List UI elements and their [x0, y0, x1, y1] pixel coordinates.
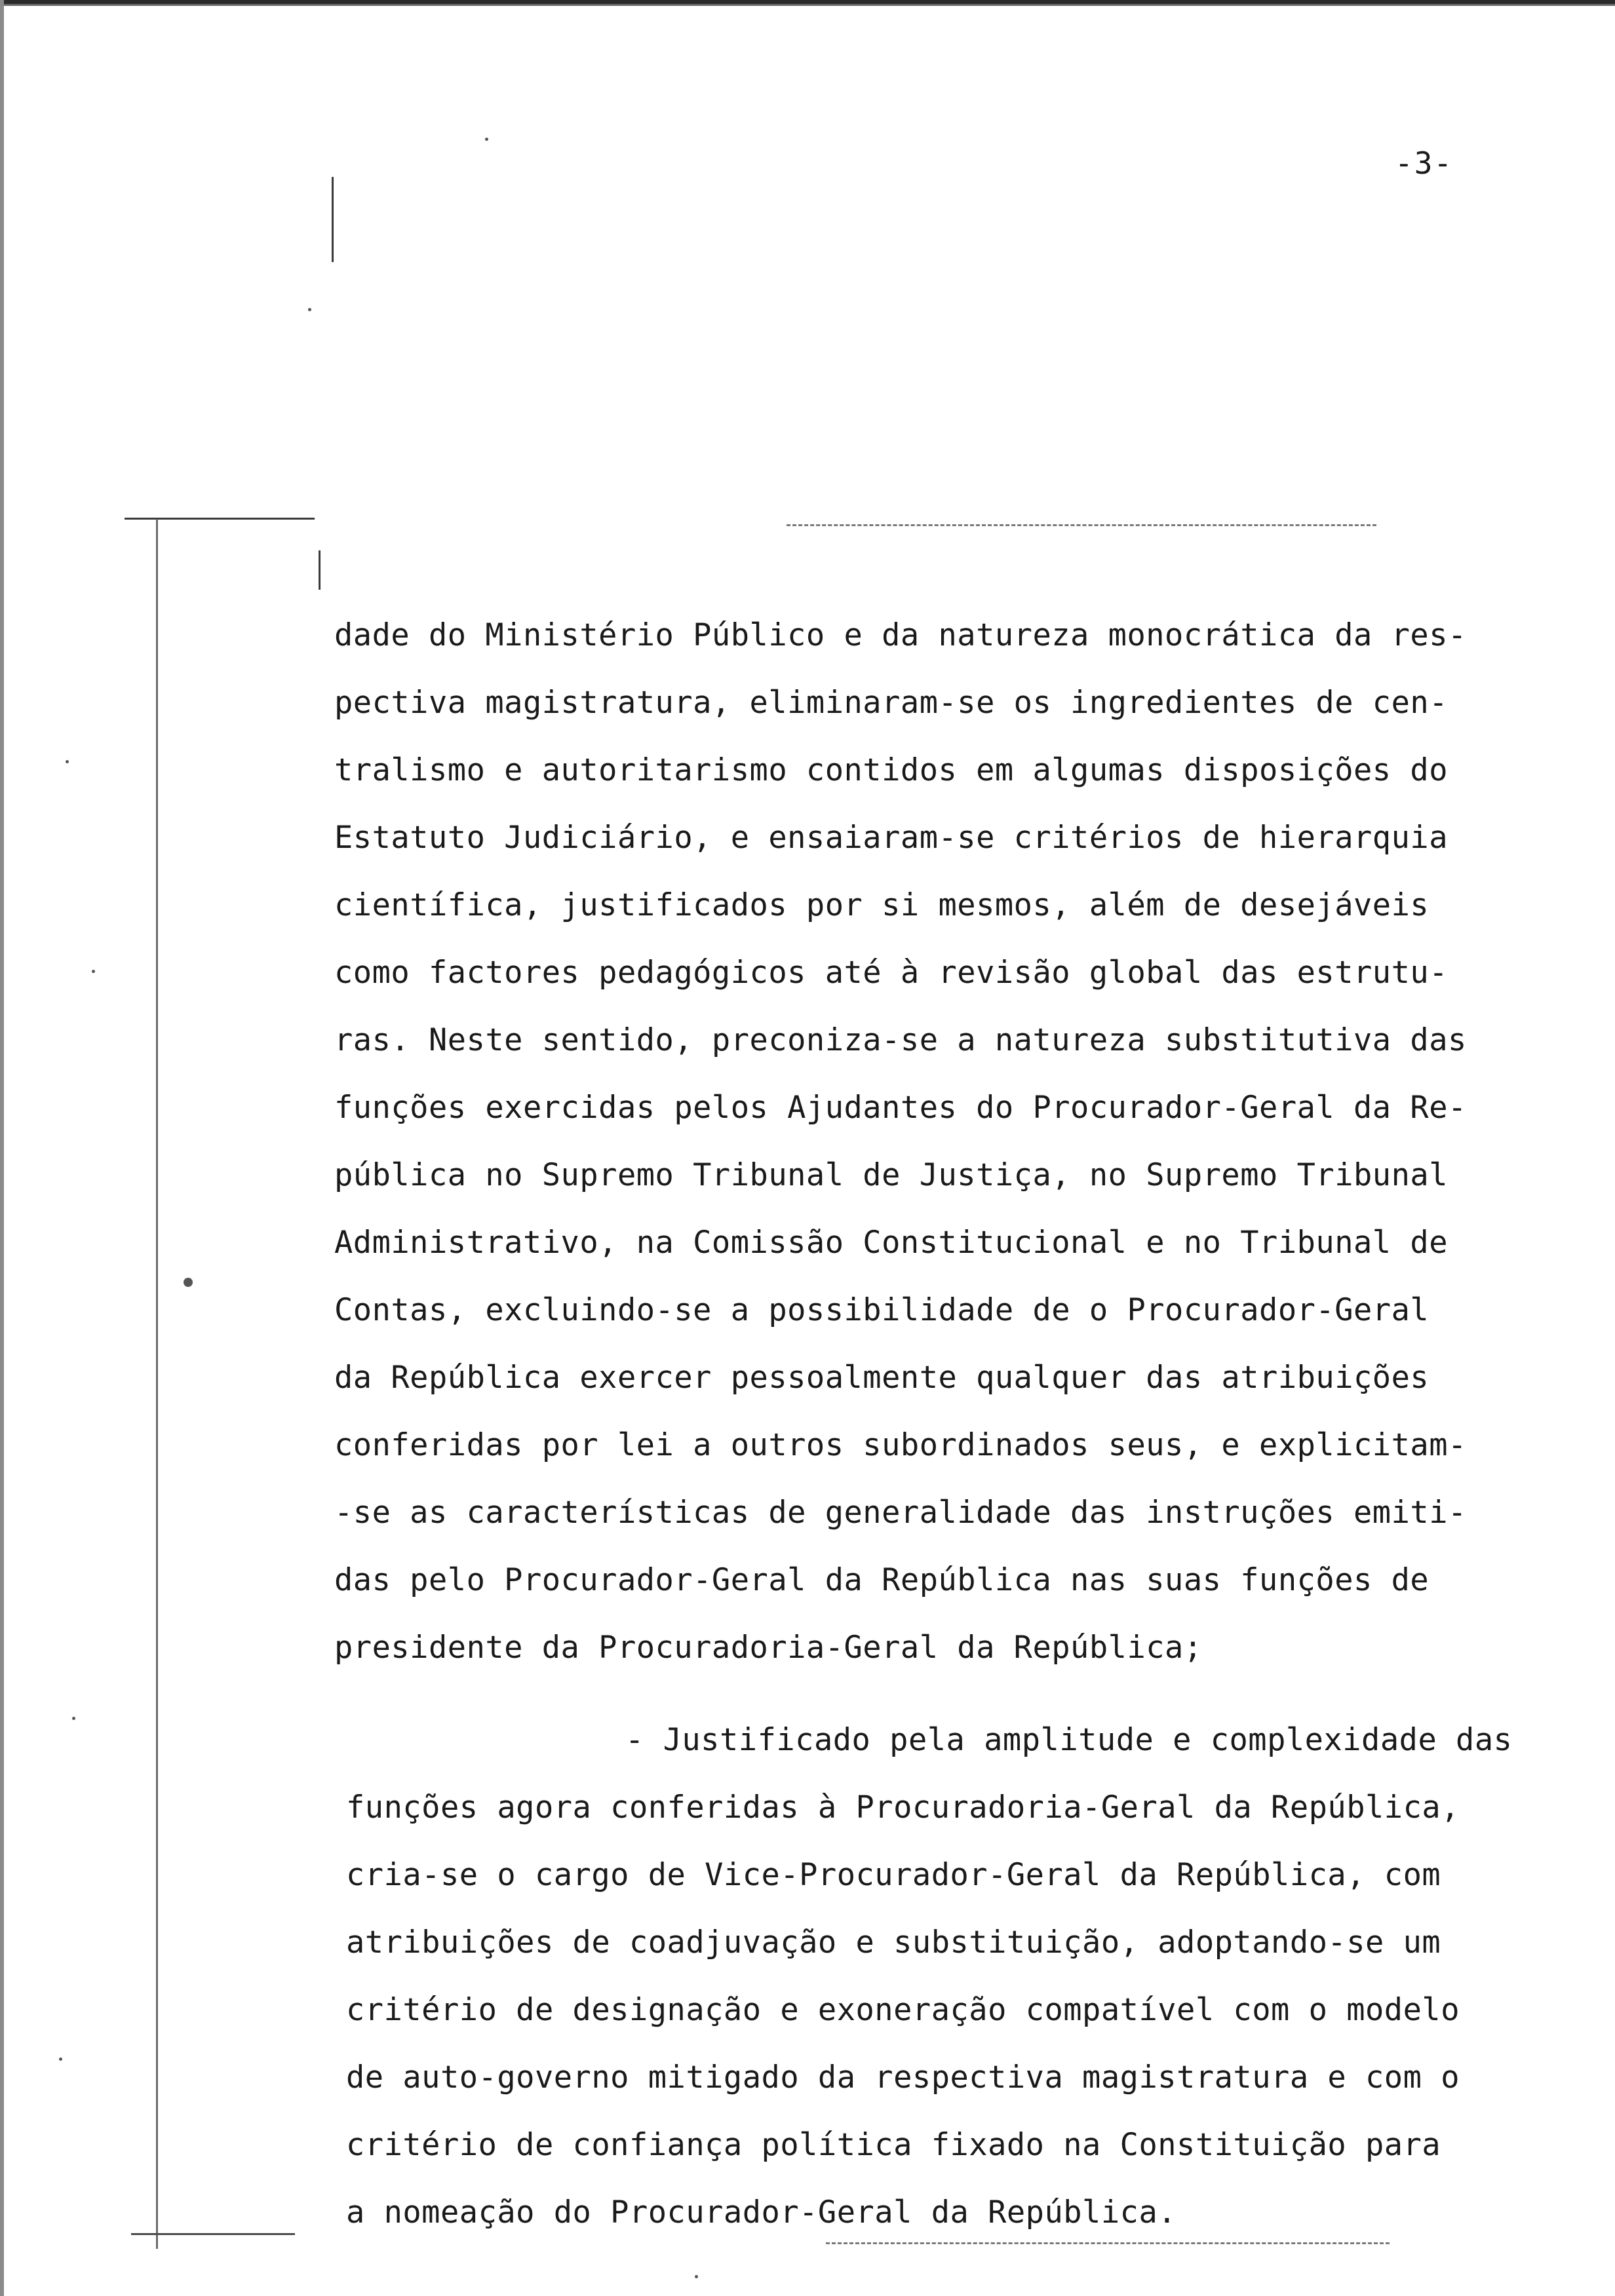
text-line: Administrativo, na Comissão Constitucional e no Tribunal de — [334, 1225, 1448, 1261]
text-line: - Justificado pela amplitude e complexidade das — [625, 1722, 1513, 1758]
scan-speck — [92, 970, 95, 973]
paragraph-2 — [346, 1706, 1559, 2246]
text-line: cria-se o cargo de Vice-Procurador-Geral da República, com — [346, 1857, 1441, 1893]
text-line: da República exercer pessoalmente qualquer das atribuições — [334, 1360, 1430, 1396]
margin-bracket-top — [125, 518, 315, 520]
text-line: critério de confiança política fixado na Constituição para — [346, 2127, 1441, 2163]
scan-top-edge — [0, 0, 1615, 9]
text-line: pectiva magistratura, eliminaram-se os ingredientes de cen- — [334, 685, 1448, 721]
text-line: Contas, excluindo-se a possibilidade de o Procurador-Geral — [334, 1292, 1430, 1328]
text-line: ras. Neste sentido, preconiza-se a natureza substitutiva das — [334, 1022, 1467, 1058]
scan-speck — [308, 308, 311, 311]
margin-bracket-vertical — [156, 519, 158, 2249]
text-line: critério de designação e exoneração compatível com o modelo — [346, 1992, 1460, 2028]
text-line: tralismo e autoritarismo contidos em algumas disposições do — [334, 752, 1448, 788]
text-line: funções exercidas pelos Ajudantes do Procurador-Geral da Re- — [334, 1090, 1467, 1126]
text-line: Estatuto Judiciário, e ensaiaram-se critérios de hierarquia — [334, 820, 1448, 856]
scan-speck — [184, 1278, 193, 1287]
dashed-rule-top — [787, 524, 1376, 526]
text-line: presidente da Procuradoria-Geral da República; — [334, 1630, 1203, 1666]
text-line: -se as características de generalidade das instruções emiti- — [334, 1495, 1467, 1531]
text-line: como factores pedagógicos até à revisão global das estrutu- — [334, 955, 1448, 991]
text-line: dade do Ministério Público e da natureza monocrática da res- — [334, 617, 1467, 653]
margin-bracket-bottom — [131, 2233, 295, 2235]
margin-tick-mid — [319, 550, 321, 590]
scan-speck — [485, 138, 488, 141]
scan-speck — [66, 760, 69, 763]
scan-speck — [72, 1717, 75, 1720]
text-line: funções agora conferidas à Procuradoria-Geral da República, — [346, 1789, 1460, 1826]
text-line: conferidas por lei a outros subordinados seus, e explicitam- — [334, 1427, 1467, 1463]
text-line: das pelo Procurador-Geral da República nas suas funções de — [334, 1562, 1430, 1598]
scan-left-edge — [0, 0, 4, 2296]
page-number: -3- — [1395, 145, 1454, 181]
margin-tick-upper — [332, 177, 334, 262]
text-line: atribuições de coadjuvação e substituição, adoptando-se um — [346, 1924, 1441, 1961]
scan-speck — [59, 2057, 62, 2061]
scan-speck — [695, 2275, 698, 2278]
text-line: a nomeação do Procurador-Geral da República. — [346, 2194, 1177, 2230]
text-line: de auto-governo mitigado da respectiva magistratura e com o — [346, 2059, 1460, 2095]
paragraph-1 — [334, 602, 1547, 1681]
text-line: pública no Supremo Tribunal de Justiça, no Supremo Tribunal — [334, 1157, 1448, 1193]
text-line: científica, justificados por si mesmos, além de desejáveis — [334, 887, 1430, 923]
